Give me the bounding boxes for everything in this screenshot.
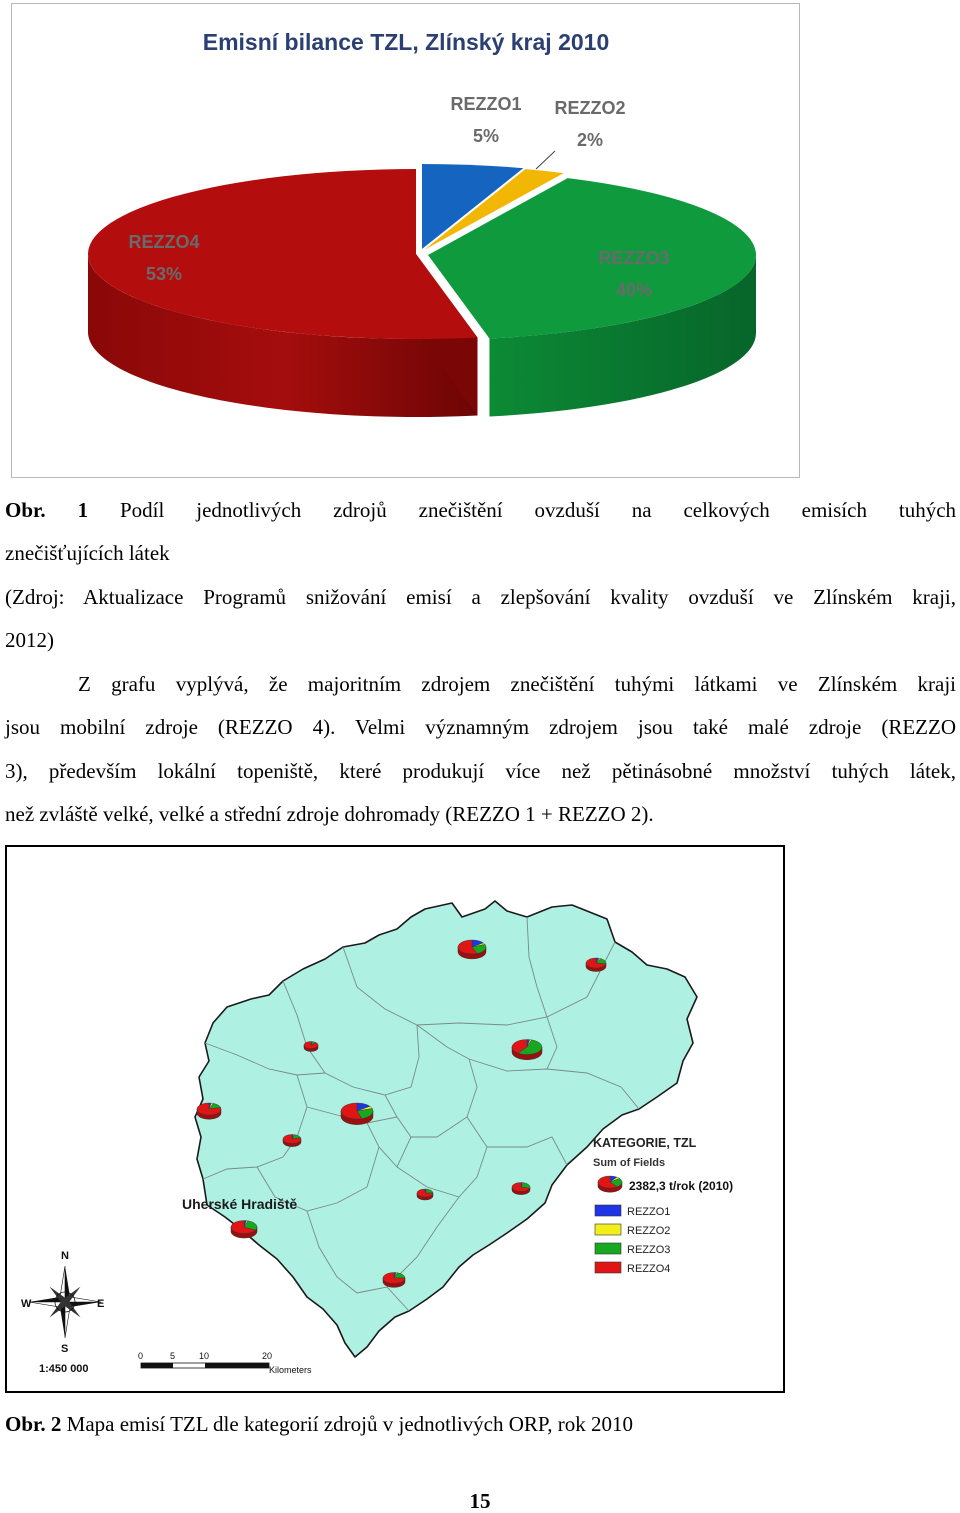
pie-label-rezzo2: REZZO2	[554, 98, 626, 118]
compass-east: E	[97, 1298, 105, 1310]
page-number	[0, 1491, 960, 1512]
chart-title: Emisní bilance TZL, Zlínský kraj 2010	[202, 29, 610, 55]
city-label-uherske-hradiste: Uherské Hradiště	[182, 1196, 298, 1212]
map-pie-5	[197, 1103, 221, 1119]
map-pie-4	[304, 1042, 318, 1052]
map-pie-2	[586, 958, 606, 972]
scale-tick-10: 10	[199, 1351, 210, 1361]
pie-value-rezzo3: 40%	[615, 280, 653, 300]
legend-swatch-rezzo4	[595, 1262, 621, 1273]
legend-label-rezzo2: REZZO2	[627, 1225, 671, 1237]
paragraph-line3	[5, 761, 956, 782]
legend-pie-symbol	[598, 1176, 622, 1192]
figure1-caption	[5, 500, 956, 521]
pie-value-rezzo4: 53%	[145, 264, 183, 284]
pie-label-rezzo3: REZZO3	[598, 248, 670, 268]
pie-value-rezzo1: 5%	[472, 126, 500, 146]
caption2-prefix: Obr. 2	[5, 1412, 62, 1436]
paragraph-line3-text: 3), především lokální topeniště, které produkují více než pětinásobné množství tuhých látek,	[5, 759, 956, 783]
compass-rose-icon	[29, 1266, 101, 1338]
paragraph-line4: než zvláště velké, velké a střední zdroje dohromady (REZZO 1 + REZZO 2).	[5, 802, 654, 826]
figure1-source-line1	[5, 587, 956, 608]
figure1-caption-line2: znečišťujících látek	[5, 541, 170, 565]
pie-chart-frame	[11, 3, 800, 478]
caption2-text: Mapa emisí TZL dle kategorií zdrojů v jednotlivých ORP, rok 2010	[61, 1412, 633, 1436]
legend-title: KATEGORIE, TZL	[593, 1136, 697, 1150]
pie-value-rezzo2: 2%	[576, 130, 604, 150]
legend-swatch-rezzo3	[595, 1243, 621, 1254]
scale-tick-5: 5	[170, 1351, 176, 1361]
legend-subtitle: Sum of Fields	[593, 1157, 666, 1169]
caption-prefix: Obr.	[5, 498, 46, 522]
pie-chart	[12, 4, 801, 479]
paragraph-line2-text: jsou mobilní zdroje (REZZO 4). Velmi významným zdrojem jsou také malé zdroje (REZZO	[5, 715, 956, 739]
map-pie-6	[341, 1103, 373, 1125]
figure2-caption	[5, 1414, 633, 1435]
legend-swatch-rezzo1	[595, 1205, 621, 1216]
map-pie-3	[512, 1040, 542, 1060]
legend-pie	[598, 1176, 622, 1192]
map-pie-11	[383, 1273, 405, 1288]
map-pie-7	[283, 1135, 301, 1147]
compass-west: W	[21, 1298, 32, 1310]
map-svg	[7, 847, 783, 1391]
pie-label-rezzo1: REZZO1	[450, 94, 522, 114]
legend-label-rezzo4: REZZO4	[627, 1263, 671, 1275]
paragraph-line1-text: Z grafu vyplývá, že majoritním zdrojem znečištění tuhými látkami ve Zlínském kraji	[78, 672, 956, 696]
map-legend	[593, 1136, 733, 1275]
scale-bar	[138, 1351, 312, 1375]
paragraph-line1	[78, 674, 956, 695]
rezzo2-leader-line	[536, 151, 555, 169]
scale-tick-0: 0	[138, 1351, 144, 1361]
scale-ratio: 1:450 000	[39, 1363, 89, 1375]
map-pie-8	[417, 1189, 433, 1200]
legend-label-rezzo1: REZZO1	[627, 1206, 671, 1218]
paragraph-line2	[5, 717, 956, 738]
legend-swatch-rezzo2	[595, 1224, 621, 1235]
source-text: (Zdroj: Aktualizace Programů snižování emisí a zlepšování kvality ovzduší ve Zlínském kraji,	[5, 585, 956, 609]
map-pie-10	[231, 1221, 257, 1239]
legend-label-rezzo3: REZZO3	[627, 1244, 671, 1256]
scale-tick-20: 20	[262, 1351, 273, 1361]
compass-north: N	[61, 1250, 69, 1262]
legend-size-label: 2382,3 t/rok (2010)	[629, 1179, 734, 1193]
caption-number: 1	[77, 498, 89, 522]
caption-text: Podíl jednotlivých zdrojů znečištění ovzduší na celkových emisích tuhých	[119, 498, 957, 522]
compass-south: S	[61, 1343, 69, 1355]
map-pie-1	[458, 940, 486, 959]
emission-map	[5, 845, 785, 1393]
scale-unit: Kilometers	[269, 1365, 312, 1375]
page-number-value: 15	[469, 1489, 491, 1513]
pie-label-rezzo4: REZZO4	[128, 232, 200, 252]
map-pie-9	[512, 1183, 530, 1195]
figure1-source-line2: 2012)	[5, 628, 54, 652]
region-land	[195, 901, 697, 1357]
